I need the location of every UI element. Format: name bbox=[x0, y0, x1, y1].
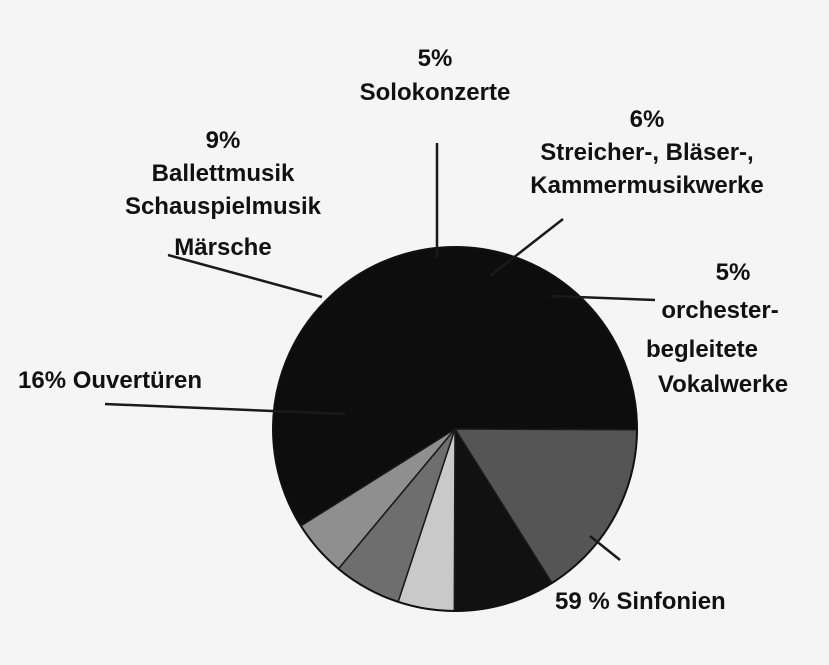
slice-label-4-line-2: Kammermusikwerke bbox=[530, 172, 764, 199]
slice-label-2-line-0: 9% bbox=[205, 127, 241, 154]
slice-label-4-line-0: 6% bbox=[629, 106, 665, 133]
slice-label-2-line-2: Schauspielmusik bbox=[124, 193, 322, 220]
slice-label-3-line-0: 5% bbox=[417, 45, 453, 72]
slice-label-4-line-1: Streicher-, Bläser-, bbox=[540, 139, 754, 166]
slice-label-0-line-0: 59 % Sinfonien bbox=[555, 588, 726, 615]
slice-label-2-line-3: Märsche bbox=[174, 234, 272, 261]
slice-label-5-line-0: 5% bbox=[715, 259, 751, 286]
pie-slices bbox=[273, 247, 637, 611]
slice-label-1-line-0: 16% Ouvertüren bbox=[18, 367, 203, 394]
slice-label-2-line-1: Ballettmusik bbox=[151, 160, 295, 187]
slice-label-5-line-1: orchester- bbox=[661, 297, 779, 324]
leader-line-2 bbox=[168, 255, 322, 297]
slice-label-3-line-1: Solokonzerte bbox=[359, 79, 511, 106]
leader-line-0 bbox=[590, 536, 620, 560]
slice-label-5-line-2: begleitete bbox=[645, 336, 759, 363]
slice-label-5-line-3: Vokalwerke bbox=[657, 371, 789, 398]
